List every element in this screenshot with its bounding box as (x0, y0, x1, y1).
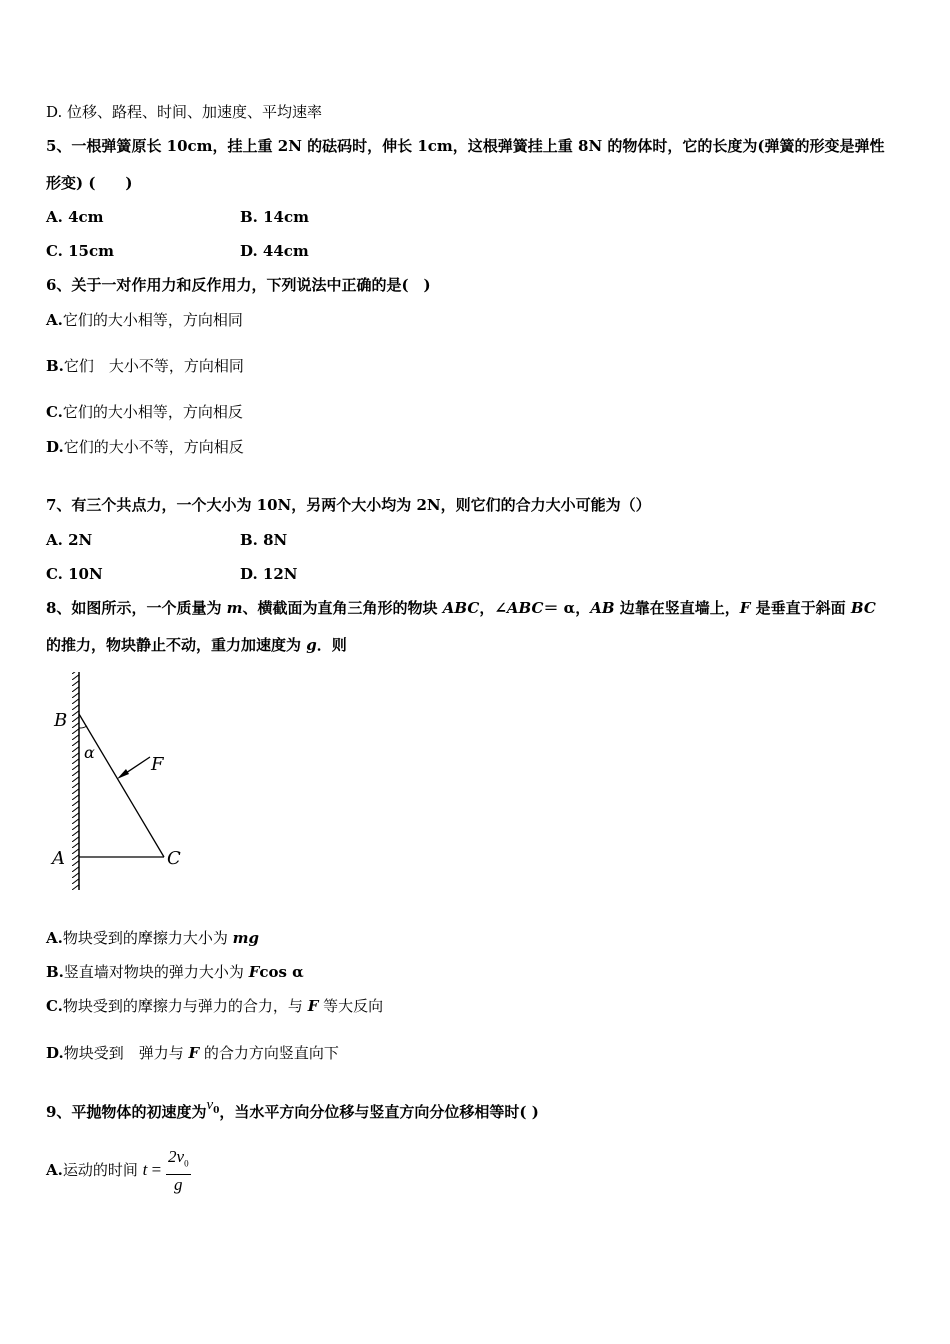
q7-stem: 7、有三个共点力，一个大小为 10N，另两个大小均为 2N，则它们的合力大小可能为（） (46, 496, 651, 514)
q6-option-b: B.它们 大小不等，方向相同 (46, 357, 244, 375)
q8-option-a: A.物块受到的摩擦力大小为 mg (46, 929, 260, 947)
q4-option-d: D. 位移、路程、时间、加速度、平均速率 (46, 103, 323, 121)
label-f: F (151, 754, 164, 775)
q8-option-d: D.物块受到 弹力与 F 的合力方向竖直向下 (46, 1044, 339, 1062)
formula-fraction: $\frac{2v_0}{g}$ (168, 1147, 189, 1194)
angle-arc (79, 726, 87, 728)
q8-stem-line2: 的推力，物块静止不动，重力加速度为 g．则 (46, 636, 347, 654)
label-c: C (167, 848, 181, 869)
formula-t: t (142, 1160, 148, 1179)
q8-stem-line1: 8、如图所示，一个质量为 m、横截面为直角三角形的物块 ABC，∠ABC＝ α，AB 边靠在竖直墙上，F 是垂直于斜面 BC (46, 599, 876, 617)
q5-option-c: C. 15cm (46, 242, 114, 260)
label-b: B (54, 710, 68, 731)
q6-option-a: A.它们的大小相等，方向相同 (46, 311, 243, 329)
q6-option-d: D.它们的大小不等，方向相反 (46, 438, 244, 456)
q8-option-b: B.竖直墙对物块的弹力大小为 Fcos α (46, 963, 304, 981)
q7-option-b: B. 8N (240, 531, 288, 549)
q8-option-c: C.物块受到的摩擦力与弹力的合力，与 F 等大反向 (46, 997, 384, 1015)
q7-option-c: C. 10N (46, 565, 103, 583)
wall-hatching (72, 672, 79, 890)
q5-stem-line1: 5、一根弹簧原长 10cm，挂上重 2N 的砝码时，伸长 1cm，这根弹簧挂上重 8N 的物体时，它的长度为(弹簧的形变是弹性 (46, 137, 885, 155)
q8-figure (40, 668, 200, 898)
q9-option-a: A.运动的时间 t = $\frac{2v_0}{g}$ (46, 1147, 189, 1194)
q5-stem-line2: 形变) ( ) (46, 174, 133, 192)
label-a: A (52, 848, 65, 869)
q7-option-a: A. 2N (46, 531, 93, 549)
q5-option-d: D. 44cm (240, 242, 309, 260)
q5-option-b: B. 14cm (240, 208, 310, 226)
q7-option-d: D. 12N (240, 565, 298, 583)
q6-option-c: C.它们的大小相等，方向相反 (46, 403, 243, 421)
label-alpha: α (84, 743, 95, 762)
q9-stem: 9、平抛物体的初速度为$v_0$，当水平方向分位移与竖直方向分位移相等时( ) (46, 1097, 539, 1121)
q5-option-a: A. 4cm (46, 208, 104, 226)
q6-stem: 6、关于一对作用力和反作用力，下列说法中正确的是( ) (46, 276, 431, 294)
force-arrowhead (117, 769, 129, 779)
side-bc (79, 714, 164, 857)
